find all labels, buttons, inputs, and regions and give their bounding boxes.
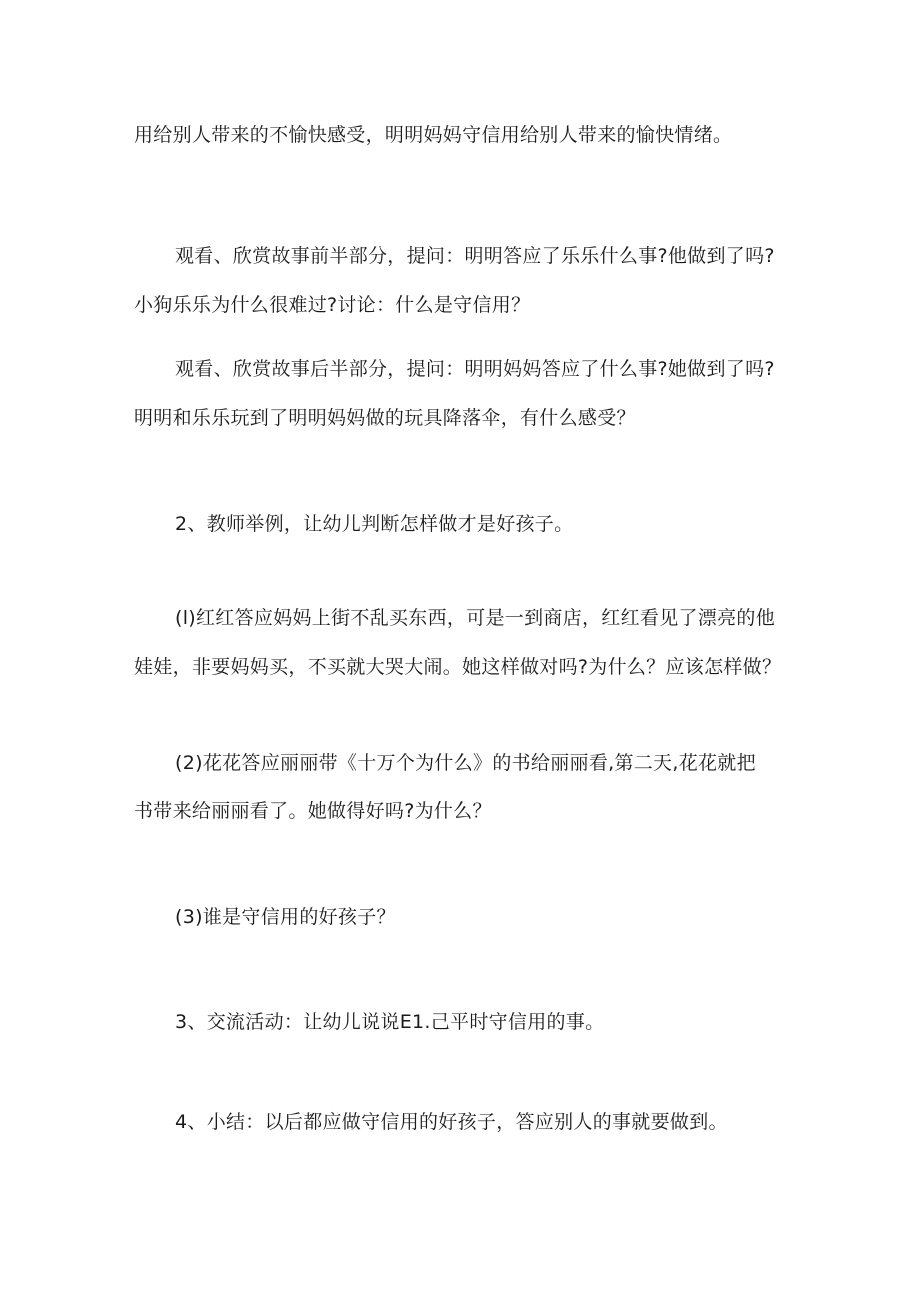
paragraph-2-line-2: 小狗乐乐为什么很难过?讨论：什么是守信用？	[134, 294, 531, 316]
paragraph-4-line-1: 2、教师举例，让幼儿判断怎样做才是好孩子。	[175, 513, 574, 535]
paragraph-3-line-2: 明明和乐乐玩到了明明妈妈做的玩具降落伞，有什么感受？	[134, 407, 636, 429]
paragraph-5-line-1: (l)红红答应妈妈上街不乱买东西，可是一到商店，红红看见了漂亮的他	[175, 607, 776, 629]
paragraph-3-line-1: 观看、欣赏故事后半部分，提问：明明妈妈答应了什么事?她做到了吗?	[175, 358, 775, 380]
paragraph-2-line-1: 观看、欣赏故事前半部分，提问：明明答应了乐乐什么事?他做到了吗?	[175, 245, 775, 267]
paragraph-8-line-1: 3、交流活动：让幼儿说说E1.己平时守信用的事。	[175, 1011, 605, 1033]
paragraph-5-line-2: 娃娃，非要妈妈买，不买就大哭大闹。她这样做对吗?为什么？应该怎样做？	[134, 656, 782, 678]
paragraph-1-line-1: 用给别人带来的不愉快感受，明明妈妈守信用给别人带来的愉快情绪。	[134, 124, 733, 146]
paragraph-6-line-2: 书带来给丽丽看了。她做得好吗?为什么？	[134, 800, 492, 822]
paragraph-7-line-1: (3)谁是守信用的好孩子？	[175, 906, 396, 928]
paragraph-6-line-1: (2)花花答应丽丽带《十万个为什么》的书给丽丽看,第二天,花花就把	[175, 752, 756, 774]
paragraph-9-line-1: 4、小结：以后都应做守信用的好孩子，答应别人的事就要做到。	[175, 1111, 728, 1133]
